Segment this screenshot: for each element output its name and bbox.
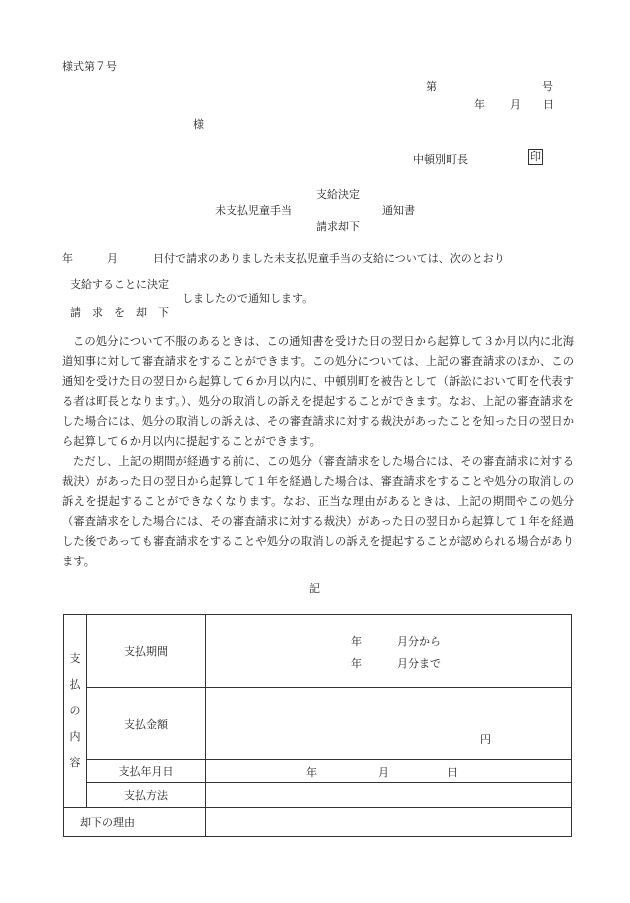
- amount-unit: 円: [480, 733, 491, 746]
- period-to-year: 年: [351, 657, 362, 670]
- date-year: 年: [474, 98, 485, 111]
- rejection-value: [206, 808, 572, 837]
- method-value: [206, 783, 572, 808]
- intro-text: 日付で請求のありました未支払児童手当の支給については、次のとおり: [153, 252, 505, 265]
- intro-month: 月: [107, 252, 118, 265]
- date-month: 月: [510, 98, 521, 111]
- group-char: 容: [69, 756, 81, 769]
- date-label: 支払年月日: [87, 760, 206, 783]
- rejection-label: 却下の理由: [80, 816, 135, 829]
- payment-month: 月: [378, 766, 389, 779]
- appeal-paragraph: この処分について不服のあるときは、この通知書を受けた日の翌日から起算して３か月以内に北海道知事に対して審査請求をすることができます。この処分については、上記の審査請求のほか、この通知を受けた日の翌日から起算して６か月以内に、中頓別町を被告として（訴訟において町を代表する者は町長となります。）、処分の取消しの訴えを提起することができます。なお、上記の審査請求をした場合には、処分の取消しの訴えは、その審査請求に対する裁決があったことを知った日の翌日から起算して６か月以内に提起することができます。: [62, 335, 574, 448]
- amount-value: [206, 688, 572, 760]
- issuer-name: 中頓別町長: [413, 153, 468, 166]
- form-number: 様式第７号: [62, 60, 117, 73]
- date-value: [206, 760, 572, 783]
- intro-year: 年: [62, 252, 73, 265]
- addressee-honorific: 様: [193, 118, 204, 131]
- decision-option-bottom: 請 求 を 却 下: [70, 306, 169, 319]
- ki-heading: 記: [309, 582, 320, 595]
- payment-table: [63, 614, 572, 837]
- group-char: 支: [69, 652, 81, 665]
- date-day: 日: [543, 98, 554, 111]
- method-label: 支払方法: [87, 783, 206, 808]
- decision-option-top: 支給することに決定: [70, 278, 169, 291]
- limitation-paragraph: ただし、上記の期間が経過する前に、この処分（審査請求をした場合には、その審査請求に対する裁決）があった日の翌日から起算して１年を経過した場合は、審査請求をすることや処分の取消しの訴えを提起することができなくなります。なお、正当な理由があるときは、上記の期間やこの処分（審査請求をした場合には、その審査請求に対する裁決）があった日の翌日から起算して１年を経過した後であっても審査請求をすることや処分の取消しの訴えを提起することが認められる場合があります。: [62, 455, 574, 568]
- period-label: 支払期間: [87, 615, 206, 688]
- issuer-seal: [528, 149, 543, 165]
- period-from-year: 年: [351, 635, 362, 648]
- rejection-label-cell: [64, 808, 206, 837]
- payment-day: 日: [447, 766, 458, 779]
- seal-mark: 印: [530, 150, 541, 163]
- title-option-bottom: 請求却下: [316, 220, 360, 233]
- payment-year: 年: [306, 766, 317, 779]
- title-right: 通知書: [382, 204, 415, 217]
- payment-group-label: [64, 615, 87, 808]
- period-from-month: 月分から: [397, 635, 441, 648]
- period-to-month: 月分まで: [397, 657, 441, 670]
- decision-middle: しましたので通知します。: [182, 292, 314, 305]
- number-prefix: 第: [426, 80, 437, 93]
- number-suffix: 号: [542, 80, 553, 93]
- title-option-top: 支給決定: [316, 188, 360, 201]
- amount-label: 支払金額: [87, 688, 206, 760]
- group-char: 払: [69, 678, 81, 691]
- period-value: [206, 615, 572, 688]
- title-left: 未支払児童手当: [215, 204, 292, 217]
- group-char: 内: [69, 730, 81, 743]
- group-char: の: [69, 704, 81, 717]
